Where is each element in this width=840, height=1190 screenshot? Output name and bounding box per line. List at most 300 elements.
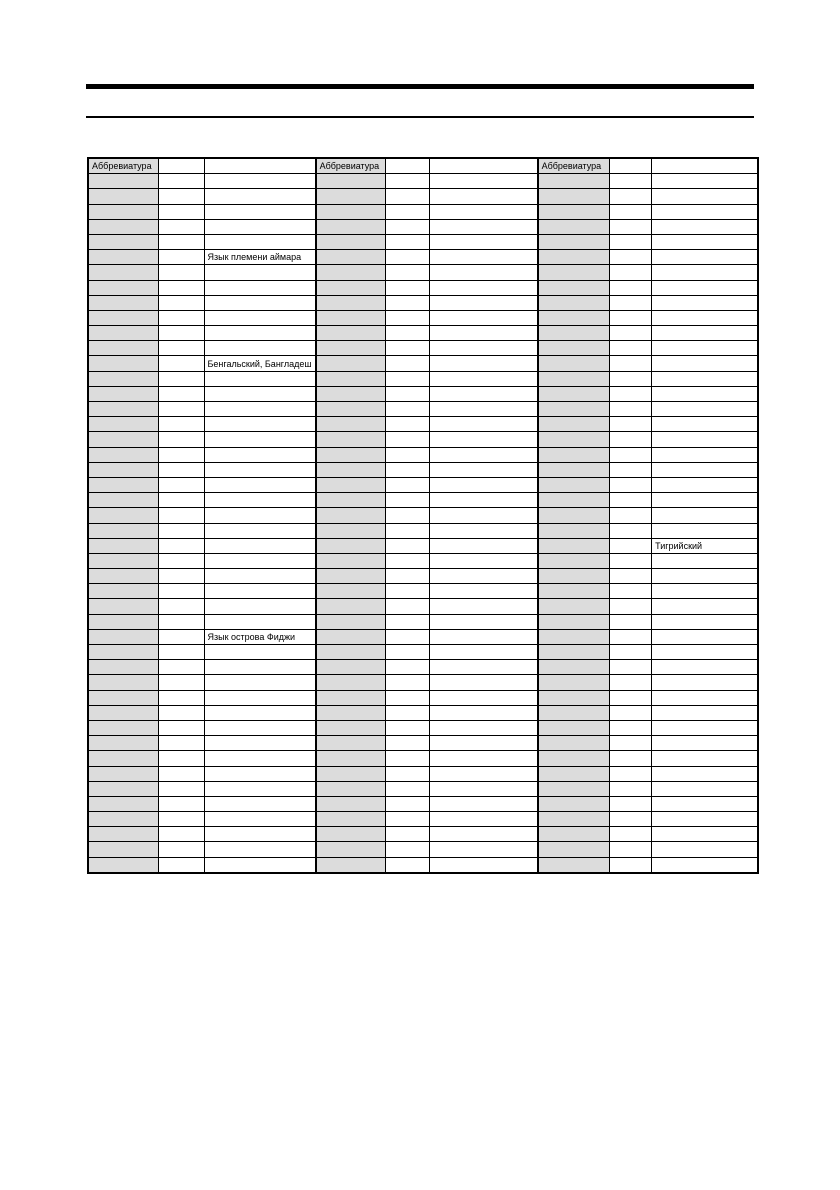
code-cell xyxy=(610,508,652,523)
code-cell xyxy=(158,356,204,371)
language-name-cell xyxy=(430,189,538,204)
language-name-cell xyxy=(204,796,316,811)
language-name-cell xyxy=(430,204,538,219)
language-name-cell xyxy=(652,295,758,310)
code-cell xyxy=(610,234,652,249)
abbreviation-cell xyxy=(88,462,158,477)
abbreviation-cell xyxy=(88,599,158,614)
abbreviation-cell xyxy=(538,796,610,811)
abbreviation-cell xyxy=(538,523,610,538)
abbreviation-cell xyxy=(88,341,158,356)
abbreviation-cell xyxy=(538,842,610,857)
code-cell xyxy=(386,402,430,417)
abbreviation-cell xyxy=(316,781,386,796)
abbreviation-cell xyxy=(538,675,610,690)
abbreviation-cell xyxy=(538,326,610,341)
language-name-cell xyxy=(430,599,538,614)
language-name-cell xyxy=(652,629,758,644)
code-cell xyxy=(158,219,204,234)
abbreviation-cell xyxy=(316,857,386,873)
abbreviation-cell xyxy=(316,705,386,720)
abbreviation-cell xyxy=(316,599,386,614)
abbreviation-cell xyxy=(538,705,610,720)
language-name-cell xyxy=(652,508,758,523)
language-name-cell xyxy=(652,310,758,325)
code-cell xyxy=(158,705,204,720)
code-cell xyxy=(158,234,204,249)
abbreviation-cell xyxy=(538,204,610,219)
abbreviation-cell xyxy=(538,250,610,265)
code-cell xyxy=(386,326,430,341)
table-row xyxy=(88,432,758,447)
code-cell xyxy=(386,417,430,432)
language-name-cell xyxy=(204,660,316,675)
abbreviation-cell xyxy=(538,553,610,568)
language-name-cell xyxy=(204,857,316,873)
language-name-cell xyxy=(204,827,316,842)
language-name-cell xyxy=(652,265,758,280)
language-name-cell xyxy=(204,705,316,720)
abbreviation-header: Аббревиатура xyxy=(88,158,158,174)
table-row xyxy=(88,234,758,249)
code-cell xyxy=(386,356,430,371)
code-cell xyxy=(610,766,652,781)
language-name-cell xyxy=(430,751,538,766)
code-cell xyxy=(610,174,652,189)
code-cell xyxy=(386,660,430,675)
abbreviation-cell xyxy=(538,462,610,477)
code-cell xyxy=(158,736,204,751)
abbreviation-header: Аббревиатура xyxy=(316,158,386,174)
language-name-cell xyxy=(430,402,538,417)
language-name-cell xyxy=(430,158,538,174)
code-cell xyxy=(386,553,430,568)
abbreviation-cell xyxy=(538,766,610,781)
abbreviation-cell xyxy=(88,174,158,189)
code-cell xyxy=(386,538,430,553)
code-cell xyxy=(610,265,652,280)
abbreviation-cell xyxy=(88,447,158,462)
language-name-cell xyxy=(430,310,538,325)
code-cell xyxy=(610,432,652,447)
language-name-cell xyxy=(652,326,758,341)
table-row xyxy=(88,599,758,614)
language-name-cell xyxy=(430,614,538,629)
table-row xyxy=(88,781,758,796)
abbreviation-cell xyxy=(316,675,386,690)
code-cell xyxy=(158,690,204,705)
abbreviation-cell xyxy=(538,812,610,827)
table-row xyxy=(88,371,758,386)
abbreviation-cell xyxy=(316,204,386,219)
language-name-cell xyxy=(430,690,538,705)
code-cell xyxy=(386,462,430,477)
code-cell xyxy=(158,447,204,462)
language-name-cell xyxy=(204,842,316,857)
abbreviation-cell xyxy=(538,781,610,796)
abbreviation-cell xyxy=(88,402,158,417)
code-cell xyxy=(158,857,204,873)
table-row xyxy=(88,219,758,234)
abbreviation-cell xyxy=(316,462,386,477)
code-cell xyxy=(610,751,652,766)
code-cell xyxy=(158,402,204,417)
language-name-cell xyxy=(430,174,538,189)
code-cell xyxy=(610,690,652,705)
language-name-cell xyxy=(430,705,538,720)
table-row xyxy=(88,250,758,265)
abbreviation-cell xyxy=(88,553,158,568)
code-cell xyxy=(386,705,430,720)
abbreviation-cell xyxy=(316,432,386,447)
code-cell xyxy=(386,645,430,660)
table-row xyxy=(88,645,758,660)
table-row xyxy=(88,493,758,508)
abbreviation-cell xyxy=(88,477,158,492)
abbreviation-cell xyxy=(88,538,158,553)
abbreviation-cell xyxy=(88,645,158,660)
table-row xyxy=(88,766,758,781)
language-name-cell xyxy=(430,250,538,265)
code-cell xyxy=(610,660,652,675)
abbreviation-cell xyxy=(88,189,158,204)
language-name-cell xyxy=(204,781,316,796)
code-cell xyxy=(386,812,430,827)
abbreviation-cell xyxy=(316,295,386,310)
language-name-cell xyxy=(204,493,316,508)
abbreviation-cell xyxy=(538,295,610,310)
language-name-cell xyxy=(652,553,758,568)
language-name-cell xyxy=(652,645,758,660)
code-cell xyxy=(610,523,652,538)
code-cell xyxy=(158,660,204,675)
code-cell xyxy=(610,402,652,417)
table-row xyxy=(88,736,758,751)
abbreviation-cell xyxy=(538,432,610,447)
language-name-cell xyxy=(430,781,538,796)
language-name-cell xyxy=(430,295,538,310)
language-name-cell xyxy=(652,250,758,265)
code-cell xyxy=(158,766,204,781)
table-row xyxy=(88,675,758,690)
language-name-cell xyxy=(430,371,538,386)
language-name-cell xyxy=(204,447,316,462)
code-cell xyxy=(610,629,652,644)
code-cell xyxy=(386,234,430,249)
code-cell xyxy=(610,204,652,219)
language-name-cell xyxy=(430,341,538,356)
code-cell xyxy=(386,720,430,735)
code-cell xyxy=(386,477,430,492)
abbreviation-cell xyxy=(88,781,158,796)
abbreviation-cell xyxy=(88,751,158,766)
abbreviation-cell xyxy=(88,417,158,432)
code-cell xyxy=(610,675,652,690)
abbreviation-cell xyxy=(538,477,610,492)
code-cell xyxy=(158,204,204,219)
code-cell xyxy=(386,766,430,781)
abbreviation-cell xyxy=(538,660,610,675)
language-name-cell xyxy=(204,675,316,690)
table-header-row xyxy=(88,158,758,174)
code-cell xyxy=(610,158,652,174)
code-cell xyxy=(386,569,430,584)
code-cell xyxy=(158,523,204,538)
abbreviation-cell xyxy=(316,508,386,523)
code-cell xyxy=(158,629,204,644)
language-name-cell xyxy=(652,219,758,234)
language-name-cell xyxy=(204,569,316,584)
code-cell xyxy=(610,477,652,492)
language-name-cell xyxy=(430,842,538,857)
code-cell xyxy=(386,842,430,857)
abbreviation-cell xyxy=(538,174,610,189)
abbreviation-cell xyxy=(88,660,158,675)
abbreviation-cell xyxy=(538,356,610,371)
language-name-cell xyxy=(430,645,538,660)
abbreviation-cell xyxy=(316,447,386,462)
abbreviation-cell xyxy=(538,645,610,660)
code-cell xyxy=(386,174,430,189)
code-cell xyxy=(610,189,652,204)
table-row xyxy=(88,341,758,356)
abbreviation-cell xyxy=(316,751,386,766)
language-name-cell xyxy=(430,447,538,462)
code-cell xyxy=(158,614,204,629)
code-cell xyxy=(610,219,652,234)
table-row xyxy=(88,553,758,568)
code-cell xyxy=(158,645,204,660)
language-name-cell xyxy=(652,812,758,827)
abbreviation-cell xyxy=(538,736,610,751)
code-cell xyxy=(386,796,430,811)
code-cell xyxy=(158,781,204,796)
abbreviation-cell xyxy=(538,417,610,432)
table-row xyxy=(88,477,758,492)
language-name-cell xyxy=(430,584,538,599)
abbreviation-cell xyxy=(88,705,158,720)
language-name-cell xyxy=(652,341,758,356)
table-row xyxy=(88,812,758,827)
language-name-cell xyxy=(430,417,538,432)
language-name-cell xyxy=(204,553,316,568)
language-name-cell xyxy=(652,584,758,599)
abbreviation-cell xyxy=(316,569,386,584)
code-cell xyxy=(610,569,652,584)
code-cell xyxy=(386,584,430,599)
language-name-cell xyxy=(430,569,538,584)
abbreviation-cell xyxy=(88,326,158,341)
language-name-cell xyxy=(204,599,316,614)
code-cell xyxy=(610,645,652,660)
language-name-cell xyxy=(430,265,538,280)
abbreviation-cell xyxy=(316,341,386,356)
language-name-cell xyxy=(430,660,538,675)
language-name-cell xyxy=(430,553,538,568)
language-name-cell xyxy=(652,523,758,538)
table-row xyxy=(88,720,758,735)
language-name-cell: Язык племени аймара xyxy=(204,250,316,265)
code-cell xyxy=(386,310,430,325)
language-name-cell xyxy=(430,477,538,492)
abbreviation-cell xyxy=(316,645,386,660)
language-name-cell xyxy=(204,371,316,386)
code-cell xyxy=(158,265,204,280)
code-cell xyxy=(386,280,430,295)
language-name-cell xyxy=(204,812,316,827)
code-cell xyxy=(386,675,430,690)
table-row xyxy=(88,174,758,189)
code-cell xyxy=(610,250,652,265)
code-cell xyxy=(386,219,430,234)
language-name-cell xyxy=(204,584,316,599)
code-cell xyxy=(386,341,430,356)
language-name-cell xyxy=(430,493,538,508)
code-cell xyxy=(158,508,204,523)
code-cell xyxy=(158,493,204,508)
abbreviation-cell xyxy=(88,675,158,690)
abbreviation-cell xyxy=(88,614,158,629)
table-row xyxy=(88,326,758,341)
language-name-cell xyxy=(652,371,758,386)
code-cell xyxy=(158,250,204,265)
language-name-cell xyxy=(430,827,538,842)
abbreviation-cell xyxy=(88,796,158,811)
code-cell xyxy=(386,827,430,842)
header-rule-thin xyxy=(86,116,754,118)
abbreviation-cell xyxy=(316,766,386,781)
abbreviation-cell xyxy=(88,204,158,219)
language-name-cell xyxy=(652,766,758,781)
language-name-cell xyxy=(652,690,758,705)
language-name-cell xyxy=(430,675,538,690)
language-name-cell xyxy=(204,432,316,447)
code-cell xyxy=(158,371,204,386)
abbreviation-cell xyxy=(316,402,386,417)
language-name-cell xyxy=(652,599,758,614)
language-name-cell xyxy=(204,690,316,705)
abbreviation-cell xyxy=(88,690,158,705)
abbreviation-cell xyxy=(316,477,386,492)
language-name-cell xyxy=(652,569,758,584)
abbreviation-cell xyxy=(316,234,386,249)
abbreviation-cell xyxy=(88,629,158,644)
code-cell xyxy=(610,842,652,857)
language-name-cell xyxy=(652,781,758,796)
code-cell xyxy=(386,493,430,508)
code-cell xyxy=(158,477,204,492)
abbreviation-cell xyxy=(88,523,158,538)
code-cell xyxy=(386,690,430,705)
table-row xyxy=(88,569,758,584)
abbreviation-cell xyxy=(538,569,610,584)
language-name-cell xyxy=(652,720,758,735)
abbreviation-cell xyxy=(316,371,386,386)
language-name-cell xyxy=(204,341,316,356)
language-name-cell xyxy=(430,280,538,295)
language-name-cell xyxy=(430,720,538,735)
table-row xyxy=(88,614,758,629)
table-row xyxy=(88,842,758,857)
code-cell xyxy=(158,751,204,766)
code-cell xyxy=(610,538,652,553)
language-name-cell xyxy=(204,523,316,538)
code-cell xyxy=(610,553,652,568)
abbreviation-cell xyxy=(88,295,158,310)
code-cell xyxy=(610,341,652,356)
language-name-cell xyxy=(204,295,316,310)
header-rule-thick xyxy=(86,84,754,89)
abbreviation-cell xyxy=(88,766,158,781)
code-cell xyxy=(158,280,204,295)
abbreviation-cell xyxy=(316,842,386,857)
code-cell xyxy=(610,736,652,751)
abbreviation-cell xyxy=(538,690,610,705)
table-row xyxy=(88,857,758,873)
code-cell xyxy=(158,386,204,401)
abbreviation-cell xyxy=(316,812,386,827)
code-cell xyxy=(610,781,652,796)
language-name-cell xyxy=(430,326,538,341)
abbreviation-cell xyxy=(88,265,158,280)
table-row xyxy=(88,356,758,371)
code-cell xyxy=(158,158,204,174)
table-row xyxy=(88,265,758,280)
abbreviation-header: Аббревиатура xyxy=(538,158,610,174)
abbreviation-cell xyxy=(316,326,386,341)
code-cell xyxy=(158,827,204,842)
language-name-cell xyxy=(430,736,538,751)
abbreviation-cell xyxy=(538,538,610,553)
language-name-cell xyxy=(652,736,758,751)
code-cell xyxy=(158,675,204,690)
table-row xyxy=(88,402,758,417)
abbreviation-cell xyxy=(316,493,386,508)
language-name-cell xyxy=(652,447,758,462)
language-name-cell xyxy=(430,219,538,234)
code-cell xyxy=(158,462,204,477)
abbreviation-cell xyxy=(538,402,610,417)
abbreviation-cell xyxy=(538,371,610,386)
language-name-cell xyxy=(204,477,316,492)
language-name-cell xyxy=(204,265,316,280)
abbreviation-cell xyxy=(538,599,610,614)
abbreviation-cell xyxy=(316,310,386,325)
code-cell xyxy=(158,569,204,584)
language-name-cell xyxy=(430,356,538,371)
abbreviation-cell xyxy=(88,310,158,325)
abbreviation-cell xyxy=(316,386,386,401)
code-cell xyxy=(158,599,204,614)
table-row xyxy=(88,447,758,462)
language-abbreviation-table xyxy=(87,157,759,874)
language-name-cell xyxy=(652,857,758,873)
code-cell xyxy=(610,720,652,735)
language-name-cell: Бенгальский, Бангладеш xyxy=(204,356,316,371)
code-cell xyxy=(158,538,204,553)
abbreviation-cell xyxy=(316,614,386,629)
language-name-cell xyxy=(204,462,316,477)
abbreviation-cell xyxy=(538,219,610,234)
language-name-cell xyxy=(430,523,538,538)
language-name-cell xyxy=(204,766,316,781)
language-name-cell xyxy=(204,417,316,432)
abbreviation-cell xyxy=(88,812,158,827)
table-row xyxy=(88,660,758,675)
code-cell xyxy=(158,341,204,356)
abbreviation-cell xyxy=(88,842,158,857)
abbreviation-cell xyxy=(88,356,158,371)
